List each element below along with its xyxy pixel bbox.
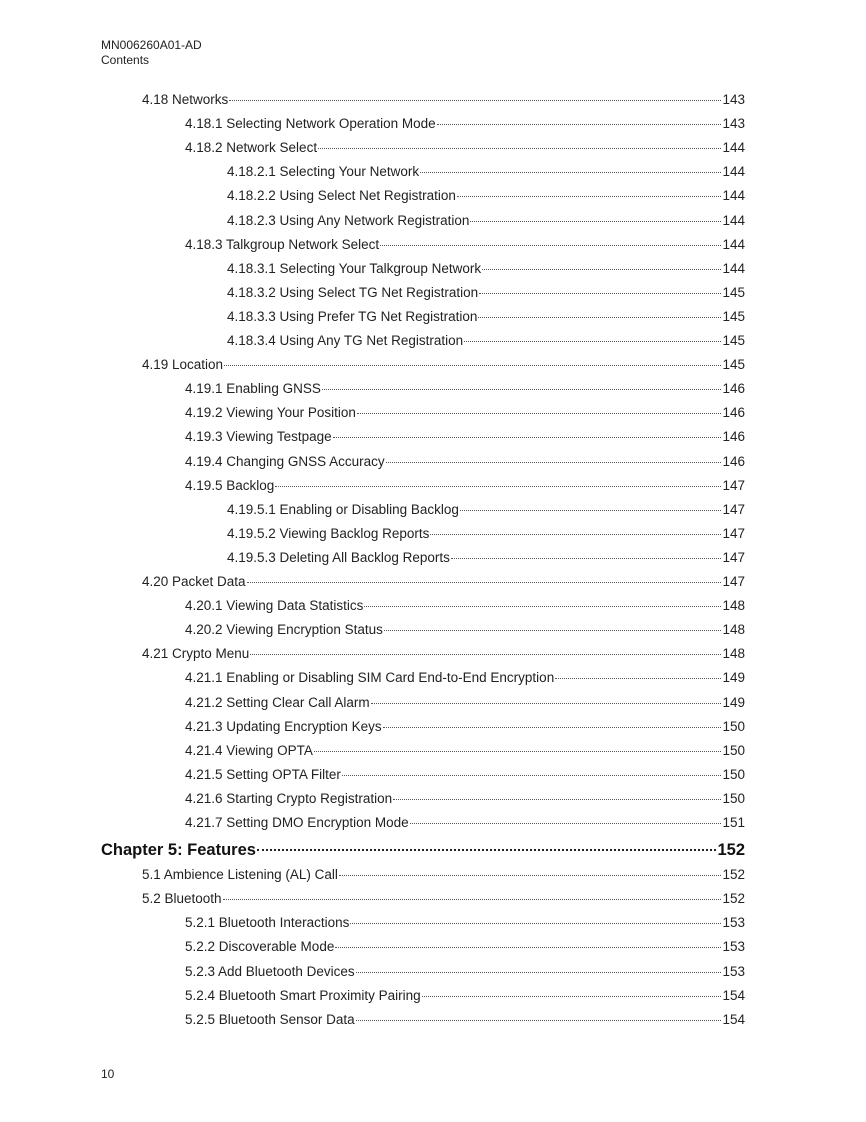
toc-entry-title: 4.20 Packet Data <box>142 574 246 589</box>
dot-leader <box>357 412 722 414</box>
dot-leader <box>250 653 721 655</box>
dot-leader <box>224 364 721 366</box>
page-number: 10 <box>101 1067 115 1081</box>
toc-entry-title: 4.21 Crypto Menu <box>142 646 250 662</box>
toc-entry-page: 147 <box>722 501 745 517</box>
toc-entry[interactable] <box>185 1012 745 1034</box>
toc-entry-title: 4.19.5.2 Viewing Backlog Reports <box>227 525 430 541</box>
dot-leader <box>470 220 721 222</box>
dot-leader <box>384 629 722 631</box>
toc-entry-title: 4.18.2.3 Using Any Network Registration <box>227 212 470 228</box>
toc-entry-page: 150 <box>722 766 745 782</box>
toc-entry-title: 4.19.1 Enabling GNSS <box>185 381 321 397</box>
toc-entry-title: 4.18.1 Selecting Network Operation Mode <box>185 116 436 132</box>
toc-entry[interactable] <box>227 213 745 235</box>
toc-entry[interactable] <box>227 333 745 355</box>
dot-leader <box>223 898 722 900</box>
toc-entry-page: 153 <box>722 915 745 931</box>
dot-leader <box>342 774 722 776</box>
dot-leader <box>460 509 722 511</box>
toc-entry[interactable] <box>185 405 745 427</box>
toc-entry-page: 150 <box>722 742 745 758</box>
dot-leader <box>393 798 721 800</box>
toc-entry-page: 154 <box>722 987 745 1003</box>
toc-entry-title: 4.21.7 Setting DMO Encryption Mode <box>185 815 409 830</box>
toc-entry[interactable] <box>227 188 745 210</box>
toc-entry[interactable] <box>185 454 745 476</box>
toc-entry[interactable] <box>227 309 745 331</box>
dot-leader <box>229 99 721 101</box>
toc-entry-page: 152 <box>722 867 745 883</box>
toc-entry-page: 145 <box>722 308 745 324</box>
toc-entry-page: 144 <box>722 212 745 228</box>
dot-leader <box>555 677 721 679</box>
dot-leader <box>275 485 721 487</box>
toc-entry-title: 5.2.1 Bluetooth Interactions <box>185 915 350 931</box>
toc-entry-title: 5.2.3 Add Bluetooth Devices <box>185 963 355 979</box>
toc-entry-page: 146 <box>722 381 745 397</box>
toc-entry[interactable] <box>185 140 745 162</box>
toc-entry-title: 4.19 Location <box>142 357 224 373</box>
toc-entry[interactable] <box>185 719 745 741</box>
dot-leader <box>335 946 721 948</box>
toc-entry-page: 145 <box>722 357 745 373</box>
toc-entry-page: 149 <box>722 670 745 686</box>
toc-entry[interactable] <box>185 939 745 961</box>
toc-entry-title: 4.21.4 Viewing OPTA <box>185 742 313 758</box>
dot-leader <box>482 268 721 270</box>
toc-entry[interactable] <box>227 164 745 186</box>
dot-leader <box>322 388 722 390</box>
dot-leader <box>478 316 721 318</box>
toc-entry-page: 143 <box>722 116 745 132</box>
dot-leader <box>383 726 722 728</box>
toc-entry-page: 147 <box>722 574 745 589</box>
toc-entry-title: 5.2.2 Discoverable Mode <box>185 939 335 955</box>
dot-leader <box>410 822 722 824</box>
toc-entry[interactable] <box>227 526 745 548</box>
toc-entry-page: 144 <box>722 188 745 204</box>
toc-entry-page: 149 <box>722 694 745 710</box>
toc-entry-page: 150 <box>722 718 745 734</box>
toc-entry-title: 4.21.1 Enabling or Disabling SIM Card End-to-End Encryption <box>185 670 555 686</box>
dot-leader <box>257 848 717 851</box>
toc-entry[interactable] <box>185 598 745 620</box>
toc-entry-page: 147 <box>722 477 745 493</box>
toc-entry-page: 146 <box>722 429 745 445</box>
toc-entry[interactable] <box>185 791 745 813</box>
dot-leader <box>356 971 722 973</box>
toc-entry-page: 152 <box>717 841 745 860</box>
toc-entry-page: 146 <box>722 453 745 469</box>
toc-entry-page: 148 <box>722 622 745 638</box>
toc-entry-page: 153 <box>722 963 745 979</box>
toc-entry-title: 4.18.3.2 Using Select TG Net Registration <box>227 284 479 300</box>
toc-entry[interactable] <box>185 988 745 1010</box>
toc-entry-title: 4.21.5 Setting OPTA Filter <box>185 766 341 782</box>
toc-entry-title: 4.18.3.1 Selecting Your Talkgroup Network <box>227 260 482 276</box>
toc-entry[interactable] <box>185 478 745 500</box>
toc-entry[interactable] <box>142 574 745 596</box>
toc-entry-title: 4.19.4 Changing GNSS Accuracy <box>185 453 385 469</box>
toc-entry[interactable] <box>185 915 745 937</box>
dot-leader <box>430 533 721 535</box>
dot-leader <box>356 1019 722 1021</box>
section-title: Contents <box>101 53 150 67</box>
toc-entry[interactable] <box>227 261 745 283</box>
toc-entry-page: 144 <box>722 236 745 252</box>
dot-leader <box>420 171 721 173</box>
toc-entry-title: 4.18.3.3 Using Prefer TG Net Registration <box>227 308 478 324</box>
toc-entry-title: 4.19.3 Viewing Testpage <box>185 429 332 445</box>
toc-entry[interactable] <box>227 550 745 572</box>
dot-leader <box>333 436 722 438</box>
page-header <box>101 38 202 68</box>
toc-entry[interactable] <box>185 767 745 789</box>
toc-entry-title: 4.18.3 Talkgroup Network Select <box>185 236 380 252</box>
toc-entry-title: 5.2.4 Bluetooth Smart Proximity Pairing <box>185 987 421 1003</box>
toc-entry[interactable] <box>142 891 745 913</box>
dot-leader <box>339 874 722 876</box>
toc-entry[interactable] <box>185 237 745 259</box>
toc-entry[interactable] <box>185 116 745 138</box>
toc-entry[interactable] <box>142 867 745 889</box>
toc-entry[interactable] <box>185 622 745 644</box>
toc-entry-title: 4.18 Networks <box>142 92 229 107</box>
toc-entry-title: 4.19.2 Viewing Your Position <box>185 405 356 421</box>
toc-entry[interactable] <box>227 502 745 524</box>
toc-entry[interactable] <box>142 92 745 114</box>
toc-entry[interactable] <box>142 646 745 668</box>
toc-entry-page: 146 <box>722 405 745 421</box>
toc-entry-title: 4.19.5.1 Enabling or Disabling Backlog <box>227 501 459 517</box>
dot-leader <box>437 123 722 125</box>
dot-leader <box>371 702 722 704</box>
toc-entry-title: 4.20.2 Viewing Encryption Status <box>185 622 383 638</box>
toc-entry-title: 5.2.5 Bluetooth Sensor Data <box>185 1011 355 1027</box>
toc-entry-page: 143 <box>722 92 745 107</box>
toc-entry-title: 4.18.2 Network Select <box>185 140 318 156</box>
toc-entry-page: 150 <box>722 790 745 806</box>
toc-entry-page: 153 <box>722 939 745 955</box>
dot-leader <box>451 557 722 559</box>
toc-chapter-entry[interactable] <box>101 841 745 863</box>
dot-leader <box>386 461 722 463</box>
toc-entry-title: 4.18.3.4 Using Any TG Net Registration <box>227 333 464 348</box>
dot-leader <box>464 340 721 342</box>
toc-entry-title: 4.18.2.1 Selecting Your Network <box>227 164 420 180</box>
toc-entry[interactable] <box>185 670 745 692</box>
dot-leader <box>457 195 722 197</box>
toc-entry-page: 144 <box>722 140 745 156</box>
dot-leader <box>422 995 722 997</box>
toc-entry-page: 147 <box>722 549 745 565</box>
toc-entry-title: 4.21.2 Setting Clear Call Alarm <box>185 694 370 710</box>
toc-entry-title: 4.21.3 Updating Encryption Keys <box>185 718 382 734</box>
toc-entry[interactable] <box>185 381 745 403</box>
dot-leader <box>350 922 721 924</box>
toc-entry[interactable] <box>185 964 745 986</box>
dot-leader <box>380 244 721 246</box>
toc-entry-title: 4.18.2.2 Using Select Net Registration <box>227 188 456 204</box>
dot-leader <box>247 581 722 583</box>
dot-leader <box>479 292 721 294</box>
toc-entry[interactable] <box>142 357 745 379</box>
toc-entry-page: 148 <box>722 646 745 662</box>
dot-leader <box>364 605 721 607</box>
toc-entry-page: 154 <box>722 1011 745 1027</box>
toc-entry-title: 5.2 Bluetooth <box>142 891 222 907</box>
toc-entry[interactable] <box>227 285 745 307</box>
toc-entry-title: 5.1 Ambience Listening (AL) Call <box>142 867 338 883</box>
toc-entry-page: 144 <box>722 260 745 276</box>
document-id: MN006260A01-AD <box>101 38 202 52</box>
toc-entry[interactable] <box>185 695 745 717</box>
toc-entry[interactable] <box>185 429 745 451</box>
toc-entry[interactable] <box>185 815 745 837</box>
toc-entry-title: 4.20.1 Viewing Data Statistics <box>185 598 364 614</box>
toc-entry-title: 4.19.5 Backlog <box>185 477 275 493</box>
dot-leader <box>318 147 721 149</box>
toc-entry-page: 145 <box>722 333 745 348</box>
toc-entry-page: 151 <box>722 815 745 830</box>
toc-entry-page: 147 <box>722 525 745 541</box>
dot-leader <box>314 750 722 752</box>
toc-entry-title: 4.21.6 Starting Crypto Registration <box>185 790 393 806</box>
toc-entry-page: 145 <box>722 284 745 300</box>
toc-entry-page: 152 <box>722 891 745 907</box>
toc-entry-title: Chapter 5: Features <box>101 841 256 860</box>
toc-entry-title: 4.19.5.3 Deleting All Backlog Reports <box>227 549 450 565</box>
toc-entry-page: 144 <box>722 164 745 180</box>
toc-entry[interactable] <box>185 743 745 765</box>
toc-entry-page: 148 <box>722 598 745 614</box>
